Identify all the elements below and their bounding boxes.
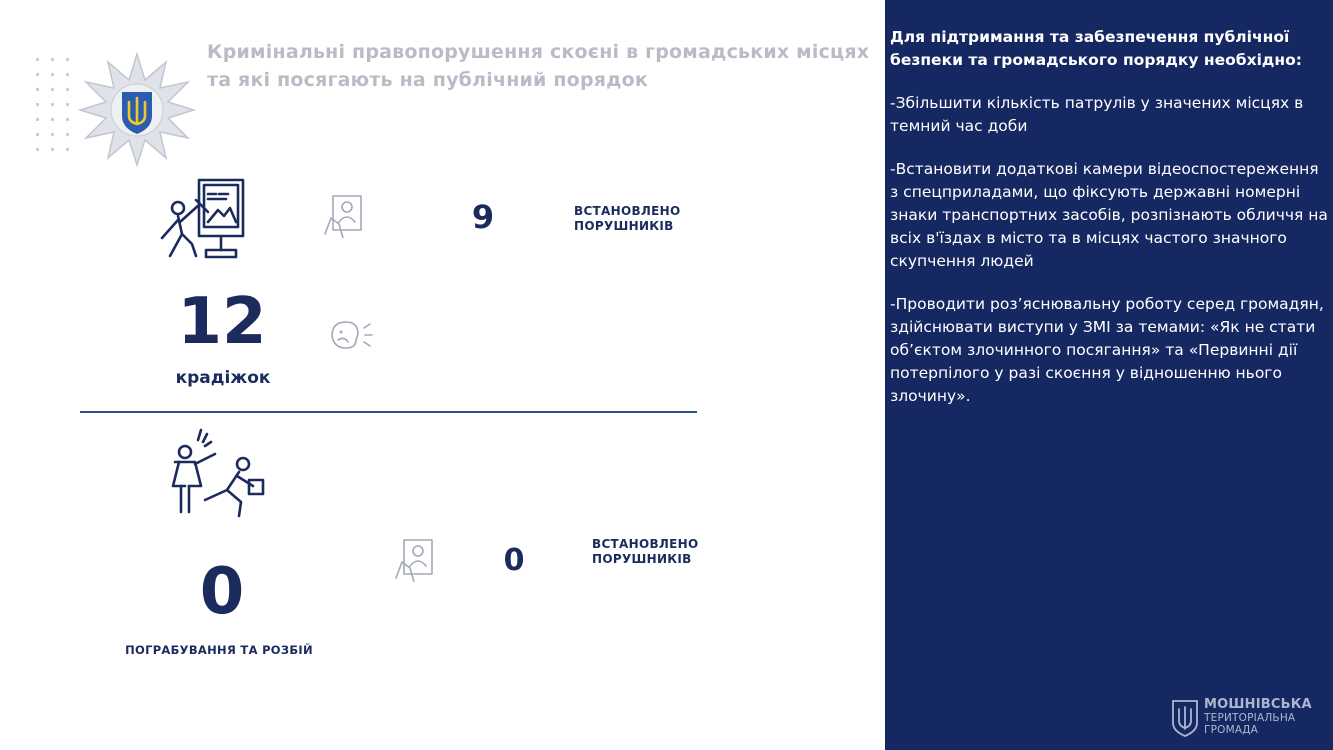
page-title: Кримінальні правопорушення скоєні в громадських місцях та які посягають на публічний порядок bbox=[207, 41, 870, 91]
dot-grid-decoration bbox=[30, 52, 70, 162]
thefts-count: 12 bbox=[177, 285, 267, 359]
thefts-suspects-label: ВСТАНОВЛЕНО ПОРУШНИКІВ bbox=[574, 204, 681, 233]
police-star-emblem-icon bbox=[78, 52, 196, 167]
robbery-assault-icon bbox=[165, 428, 267, 520]
thefts-suspects-count: 9 bbox=[471, 198, 495, 236]
logo-line-1: МОШНІВСЬКА bbox=[1204, 697, 1312, 712]
logo-line-2: ТЕРИТОРІАЛЬНА bbox=[1204, 712, 1296, 724]
robberies-count: 0 bbox=[199, 555, 245, 629]
recommendation-item: -Проводити роз’яснювальну роботу серед громадян, здійснювати виступи у ЗМІ за темами: «Як не стати об’єктом злочинного посягання» та «Первинні дії потерпілого у разі скоєння у відношенню нього злочину». bbox=[890, 295, 1324, 405]
robberies-suspects-label: ВСТАНОВЛЕНО ПОРУШНИКІВ bbox=[592, 537, 699, 566]
victim-face-icon bbox=[328, 318, 374, 352]
theft-vandal-icon bbox=[156, 178, 248, 260]
recommendation-item: -Встановити додаткові камери відеоспостереження з спецприладами, що фіксують державні номерні знаки транспортних засобів, розпізнають обличчя на всіх в'їздах в місто та в місцях частого значного скупчення людей bbox=[890, 160, 1328, 270]
thefts-label: крадіжок bbox=[175, 368, 271, 388]
robberies-suspects-count: 0 bbox=[503, 543, 525, 578]
suspect-id-card-icon bbox=[392, 538, 436, 582]
trident-icon bbox=[1170, 697, 1200, 737]
robberies-label: ПОГРАБУВАННЯ ТА РОЗБІЙ bbox=[125, 643, 313, 657]
recommendations-heading: Для підтримання та забезпечення публічної безпеки та громадського порядку необхідно: bbox=[890, 28, 1302, 69]
recommendations-text bbox=[890, 26, 1330, 428]
logo-line-3: ГРОМАДА bbox=[1204, 724, 1259, 736]
suspect-id-card-icon bbox=[321, 194, 365, 238]
recommendation-item: -Збільшити кількість патрулів у значених місцях в темний час доби bbox=[890, 94, 1304, 135]
section-divider bbox=[80, 411, 697, 413]
